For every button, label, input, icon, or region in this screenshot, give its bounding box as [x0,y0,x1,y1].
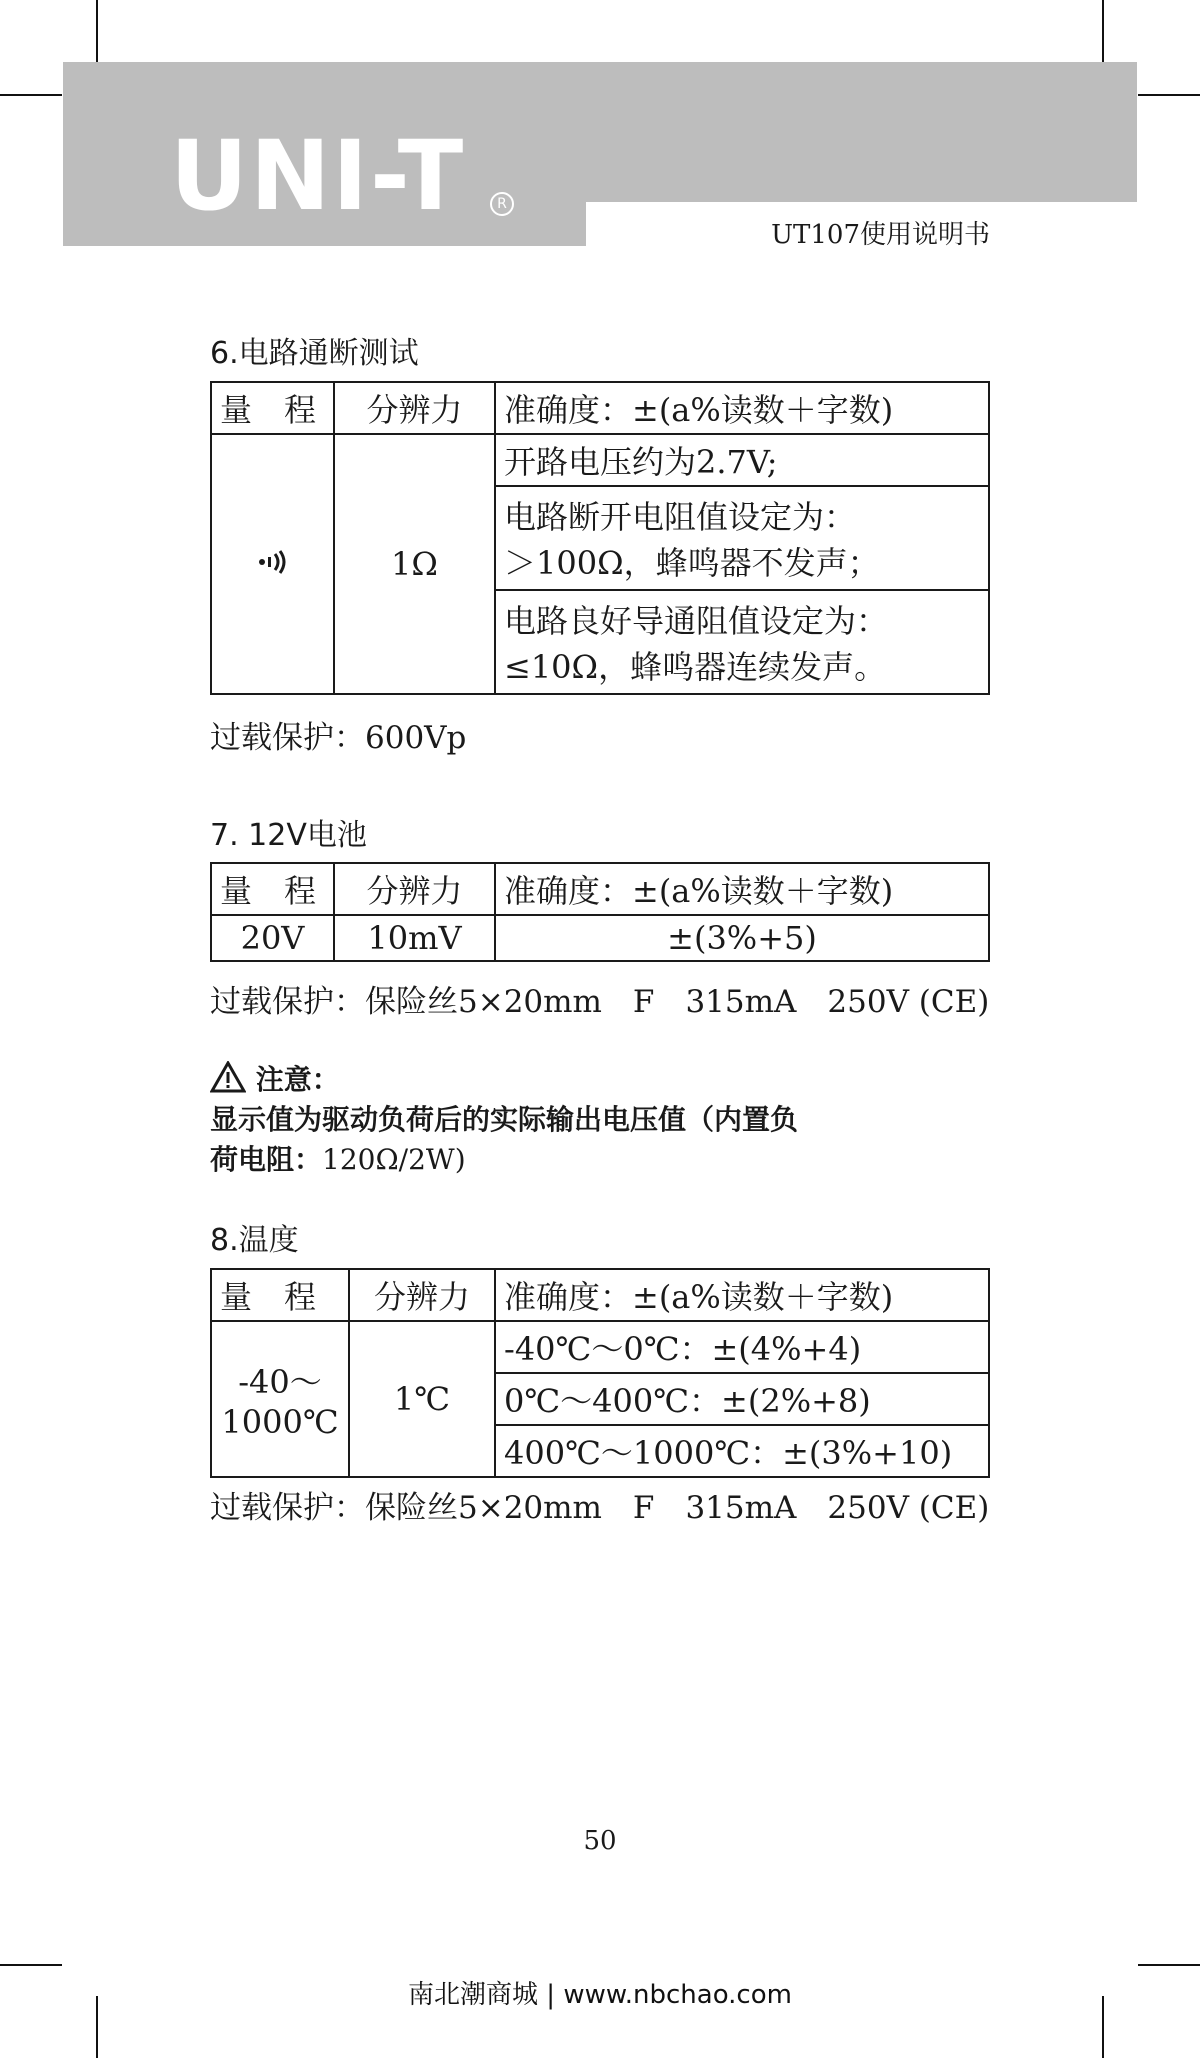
load-resistor-value: 120Ω/2W) [322,1143,466,1176]
resolution-value: 1Ω [334,434,495,694]
accuracy-line: ≤10Ω，蜂鸣器连续发声。 [504,648,887,686]
range-line: 1000℃ [221,1403,339,1441]
accuracy-cell [495,590,989,694]
accuracy-line: -40℃～0℃：±(4%+4) [495,1321,989,1373]
header-range: 量 程 [211,1269,349,1321]
warning-triangle-icon [210,1061,246,1093]
accuracy-line: 电路断开电阻值设定为： [504,498,857,536]
buzzer-icon [211,434,334,694]
crop-mark [0,1964,62,1966]
header-resolution: 分辨力 [334,863,495,915]
header-resolution: 分辨力 [349,1269,495,1321]
resolution-value: 1℃ [349,1321,495,1477]
crop-mark [96,0,98,62]
warning-label: 注意： [255,1063,340,1096]
accuracy-line: 开路电压约为2.7V; [495,434,989,486]
crop-mark [0,94,62,96]
accuracy-line: 0℃～400℃：±(2%+8) [495,1373,989,1425]
header-accuracy: 准确度：±(a%读数＋字数) [495,1269,989,1321]
accuracy-line: 电路良好导通阻值设定为： [504,602,889,640]
overload-protection: 过载保护：保险丝5×20mm F 315mA 250V (CE) [210,984,990,1020]
warning-heading [210,1058,340,1098]
header-accuracy: 准确度：±(a%读数＋字数) [495,863,989,915]
range-line: -40～ [238,1363,322,1401]
header-accuracy: 准确度：±(a%读数＋字数) [495,382,989,434]
battery-spec-table [210,862,990,962]
crop-mark [1138,1964,1200,1966]
header-range: 量 程 [211,863,334,915]
registered-mark: R [490,192,514,216]
header-resolution: 分辨力 [334,382,495,434]
warning-text-prefix: 荷电阻： [210,1143,323,1176]
footer-text: 南北潮商城 | www.nbchao.com [408,1980,792,2010]
warning-text-line: 显示值为驱动负荷后的实际输出电压值（内置负 [210,1103,799,1136]
accuracy-line: ＞100Ω，蜂鸣器不发声； [504,544,880,582]
overload-protection: 过载保护：保险丝5×20mm F 315mA 250V (CE) [210,1490,990,1526]
overload-protection: 过载保护：600Vp [210,720,467,756]
range-value [211,1321,349,1477]
accuracy-value: ±(3%+5) [495,915,989,961]
brand-logo: UNI-T [170,120,466,232]
warning-text-line [210,1138,466,1178]
continuity-spec-table [210,381,990,695]
manual-title: UT107使用说明书 [771,220,990,250]
section-title: 8.温度 [210,1223,299,1258]
section-title: 7. 12V电池 [210,818,367,853]
temperature-spec-table [210,1268,990,1478]
header-range: 量 程 [211,382,334,434]
accuracy-cell [495,486,989,590]
crop-mark [1138,94,1200,96]
page-number: 50 [583,1826,617,1856]
resolution-value: 10mV [334,915,495,961]
section-title: 6.电路通断测试 [210,336,419,371]
crop-mark [1102,0,1104,62]
accuracy-line: 400℃～1000℃：±(3%+10) [495,1425,989,1477]
range-value: 20V [211,915,334,961]
